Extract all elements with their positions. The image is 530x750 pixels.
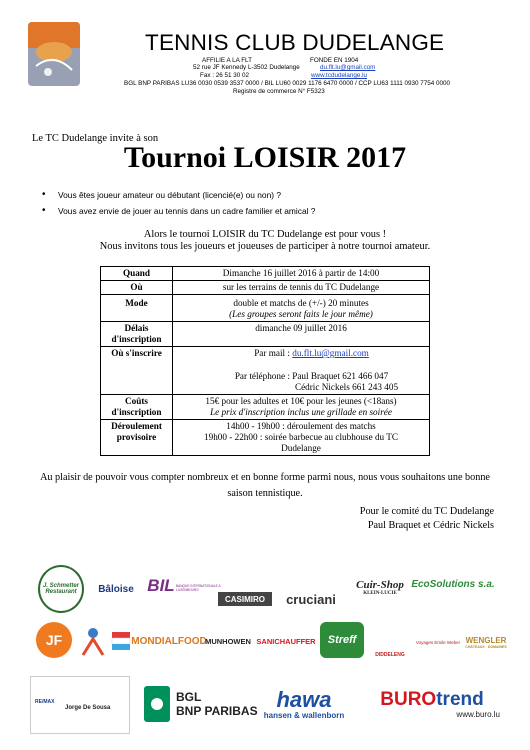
key-line: d'inscription xyxy=(111,407,162,417)
table-row xyxy=(101,295,430,322)
row-key: Quand xyxy=(101,267,173,281)
affiliation: AFFILIE A LA FLT xyxy=(202,57,252,64)
sponsor-text: J. Schmetter xyxy=(42,583,79,589)
row-key xyxy=(101,395,173,420)
sponsor-munhowen-logo: MUNHOWEN xyxy=(205,636,251,646)
sponsor-burotrend-logo xyxy=(364,684,500,724)
sponsor-text: hansen & wallenborn xyxy=(263,710,345,720)
signature-line-1: Pour le comité du TC Dudelange xyxy=(359,506,494,517)
fax: Fax : 26 51 30 02 xyxy=(200,72,250,79)
club-logo xyxy=(28,22,80,86)
sponsor-text: hawa xyxy=(276,686,332,712)
table-row xyxy=(101,281,430,295)
sponsor-bil-subtitle: BANQUE INTERNATIONALE A LUXEMBOURG xyxy=(176,584,221,592)
signature xyxy=(360,505,494,533)
key-line: Déroulement xyxy=(111,421,162,431)
schedule-line-3: Dudelange xyxy=(281,443,321,453)
key-line: d'inscription xyxy=(111,334,162,344)
sponsor-bil-logo: BIL xyxy=(147,576,175,595)
row-key: Mode xyxy=(101,295,173,322)
cost-line-2: Le prix d'inscription inclus une grillade en soirée xyxy=(210,407,392,417)
website-link[interactable]: www.tcdudelange.lu xyxy=(311,72,368,79)
sponsor-casimiro-logo: CASIMIRO xyxy=(218,592,272,606)
key-line: Coûts xyxy=(125,396,148,406)
row-value: dimanche 09 juillet 2016 xyxy=(173,322,430,347)
closing-text: Au plaisir de pouvoir vous compter nombreux et en bonne forme parmi nous, nous vous souhaitons une bonne saison tennistique. xyxy=(40,472,490,499)
tagline-1: Alors le tournoi LOISIR du TC Dudelange est pour vous ! xyxy=(143,229,387,240)
sponsor-remax-card xyxy=(30,676,130,734)
sponsor-cruciani-logo: cruciani xyxy=(286,591,336,607)
row-value: sur les terrains de tennis du TC Dudelange xyxy=(173,281,430,295)
sponsor-mondialfood-logo: MONDIALFOOD xyxy=(131,635,207,647)
row-value xyxy=(173,295,430,322)
row-key xyxy=(101,322,173,347)
intro-text: Le TC Dudelange invite à son xyxy=(32,133,159,144)
cost-line-1: 15€ pour les adultes et 10€ pour les jeunes (<18ans) xyxy=(205,396,397,406)
sponsor-text: BURO xyxy=(380,688,437,710)
bank-details: BGL BNP PARIBAS LU36 0030 0539 3537 0000 / BIL LU60 0029 1176 6470 0000 / CCP LU63 1111 0930 7754 0000 xyxy=(124,80,451,87)
sponsor-hawa-logo xyxy=(252,686,356,722)
sponsor-text: Cuir-Shop xyxy=(356,578,404,591)
sponsor-text: Restaurant xyxy=(45,589,77,595)
schedule-line-2: 19h00 - 22h00 : soirée barbecue au clubhouse du TC xyxy=(204,432,398,442)
sponsor-ecosolutions-logo: EcoSolutions s.a. xyxy=(411,578,495,590)
sponsor-text: Jorge De Sousa xyxy=(65,705,111,711)
bullet-item: • Vous avez envie de jouer au tennis dans un cadre familier et amical ? xyxy=(42,206,315,222)
sponsor-sanichauffer-logo: SANICHAUFFER xyxy=(256,636,316,646)
mode-line-1: double et matchs de (+/-) 20 minutes xyxy=(233,298,369,308)
signup-phone-2: Cédric Nickels 661 243 405 xyxy=(294,382,399,392)
page-title: Tournoi LOISIR 2017 xyxy=(123,141,407,174)
table-row xyxy=(101,267,430,281)
signup-phone-1: Par téléphone : Paul Braquet 621 466 047 xyxy=(234,371,389,381)
sponsor-text: CHÂTEAUX · DOMAINES xyxy=(465,644,507,649)
sponsor-wengler-logo xyxy=(466,628,506,656)
row-value xyxy=(173,395,430,420)
sponsor-streff-logo: Streff xyxy=(320,622,364,658)
sponsor-jf-logo: JF xyxy=(36,622,72,658)
sponsor-text: www.buro.lu xyxy=(456,709,500,719)
sponsor-text: KLEIN-LUCIE xyxy=(363,590,397,596)
table-row xyxy=(101,347,430,395)
sponsor-diddeleng-logo: DIDDELENG xyxy=(375,652,405,658)
row-value xyxy=(173,420,430,456)
sponsor-text: RE/MAX xyxy=(35,699,55,705)
row-value xyxy=(173,347,430,395)
sponsor-emileweber-logo: Voyages Emile Weber xyxy=(415,639,461,645)
bnp-stars-icon xyxy=(144,686,170,722)
sponsor-cuirshop-logo xyxy=(350,567,410,607)
bullet-list xyxy=(42,190,315,222)
signup-email-link[interactable]: du.flt.lu@gmail.com xyxy=(292,348,369,358)
key-line: Délais xyxy=(124,323,149,333)
mail-label: Par mail : xyxy=(254,348,290,358)
sponsor-figure-logo xyxy=(78,625,108,659)
row-key: Où xyxy=(101,281,173,295)
table-row xyxy=(101,395,430,420)
sponsor-text: WENGLER xyxy=(465,635,507,645)
bullet-item: • Vous êtes joueur amateur ou débutant (licencié(e) ou non) ? xyxy=(42,190,315,206)
sponsor-text: BGL xyxy=(176,690,202,704)
sponsor-text: trend xyxy=(436,688,484,710)
sponsor-flag-logo xyxy=(110,628,132,656)
address: 52 rue JF Kennedy L-3502 Dudelange xyxy=(193,64,300,71)
row-value: Dimanche 16 juillet 2016 à partir de 14:00 xyxy=(173,267,430,281)
email-link[interactable]: du.flt.lu@gmail.com xyxy=(320,64,376,71)
founded: FONDE EN 1904 xyxy=(310,57,359,64)
row-key: Où s'inscrire xyxy=(101,347,173,395)
burotrend-wordmark xyxy=(380,690,483,710)
table-row xyxy=(101,322,430,347)
mode-line-2: (Les groupes seront faits le jour même) xyxy=(229,309,373,319)
schedule-line-1: 14h00 - 19h00 : déroulement des matchs xyxy=(226,421,376,431)
sponsor-schmetter-logo xyxy=(38,565,84,613)
registry: Registre de commerce N° F5323 xyxy=(233,88,325,95)
table-row xyxy=(101,420,430,456)
tagline-2: Nous invitons tous les joueurs et joueuses de participer à notre tournoi amateur. xyxy=(99,241,431,252)
row-key xyxy=(101,420,173,456)
info-table xyxy=(100,266,430,456)
sponsor-bgl-logo xyxy=(176,686,258,722)
signature-line-2: Paul Braquet et Cédric Nickels xyxy=(367,520,494,531)
sponsor-text: BNP PARIBAS xyxy=(176,704,258,718)
key-line: provisoire xyxy=(116,432,157,442)
sponsor-baloise-logo: Bâloise xyxy=(98,583,134,595)
club-name: TENNIS CLUB DUDELANGE xyxy=(145,30,445,55)
signup-mail xyxy=(197,348,426,371)
